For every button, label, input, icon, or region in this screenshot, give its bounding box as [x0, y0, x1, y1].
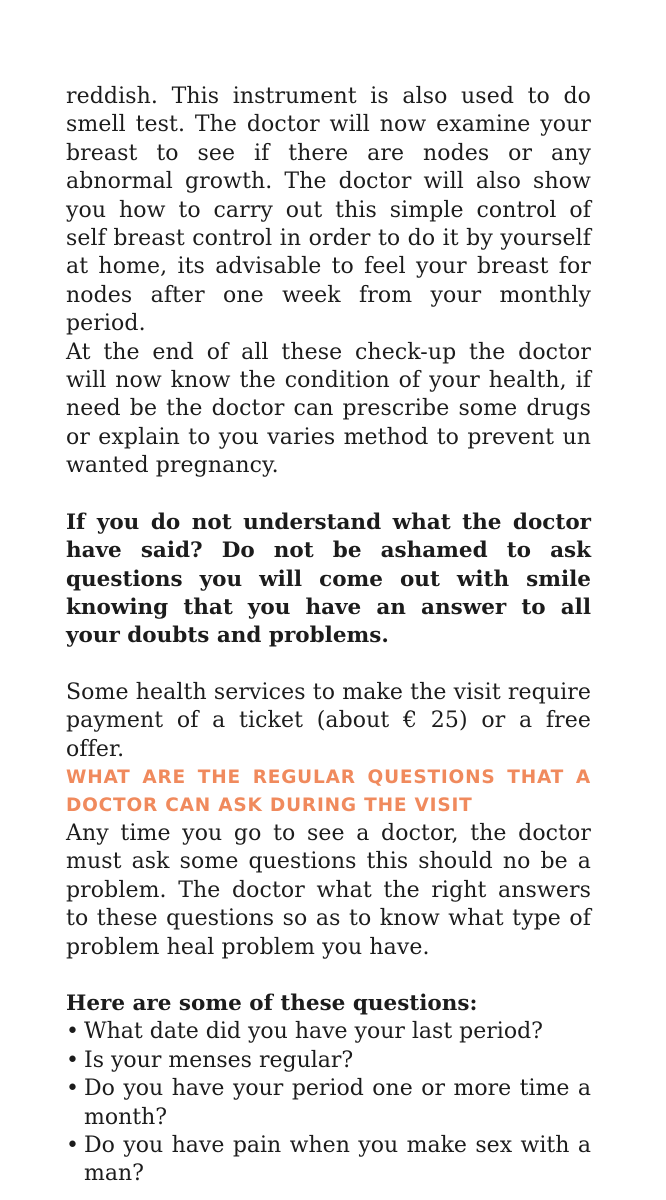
bullet-icon: •: [66, 1133, 79, 1158]
list-item: [66, 1132, 591, 1189]
questions-list: [66, 1018, 591, 1188]
paragraph-breast-exam: reddish. This instrument is also used to do smell test. The doctor will now examine your breast to see if there are nodes or any abnormal growth. The doctor will also show you how to carry out this simple control of self breast control in order to do it by yourself at home, its advisable to feel your breast for nodes after one week from your monthly period.: [66, 84, 591, 337]
bullet-icon: •: [66, 1076, 79, 1102]
question-text: Is your menses regular?: [84, 1047, 354, 1073]
question-text: Do you have pain when you make sex with a man?: [84, 1133, 591, 1187]
list-item: [66, 1075, 591, 1132]
paragraph-ticket-payment: Some health services to make the visit require payment of a ticket (about € 25) or a free offer.: [66, 679, 591, 762]
paragraph-checkup-end: At the end of all these check-up the doctor will now know the condition of your health, if need be the doctor can prescribe some drugs or explain to you varies method to prevent un wanted pregnancy.: [66, 339, 591, 479]
paragraph-doctor-asks: Any time you go to see a doctor, the doctor must ask some questions this should no be a problem. The doctor what the right answers to these questions so as to know what type of problem heal problem you have.: [66, 820, 591, 960]
section-heading-regular-questions: [66, 764, 591, 820]
bullet-icon: •: [66, 1019, 79, 1045]
heading-line-2: DOCTOR CAN ASK DURING THE VISIT: [66, 794, 473, 816]
question-text: What date did you have your last period?: [84, 1019, 543, 1045]
questions-intro: Here are some of these questions:: [66, 990, 478, 1016]
bullet-icon: •: [66, 1047, 79, 1073]
list-item: [66, 1018, 591, 1046]
question-text: Do you have your period one or more time a month?: [84, 1076, 591, 1130]
heading-line-1: WHAT ARE THE REGULAR QUESTIONS THAT A: [66, 766, 591, 788]
bold-note-ask-questions: If you do not understand what the doctor have said? Do not be ashamed to ask questions you will come out with smile knowing that you have an answer to all your doubts and problems.: [66, 509, 591, 649]
list-item: [66, 1047, 591, 1075]
